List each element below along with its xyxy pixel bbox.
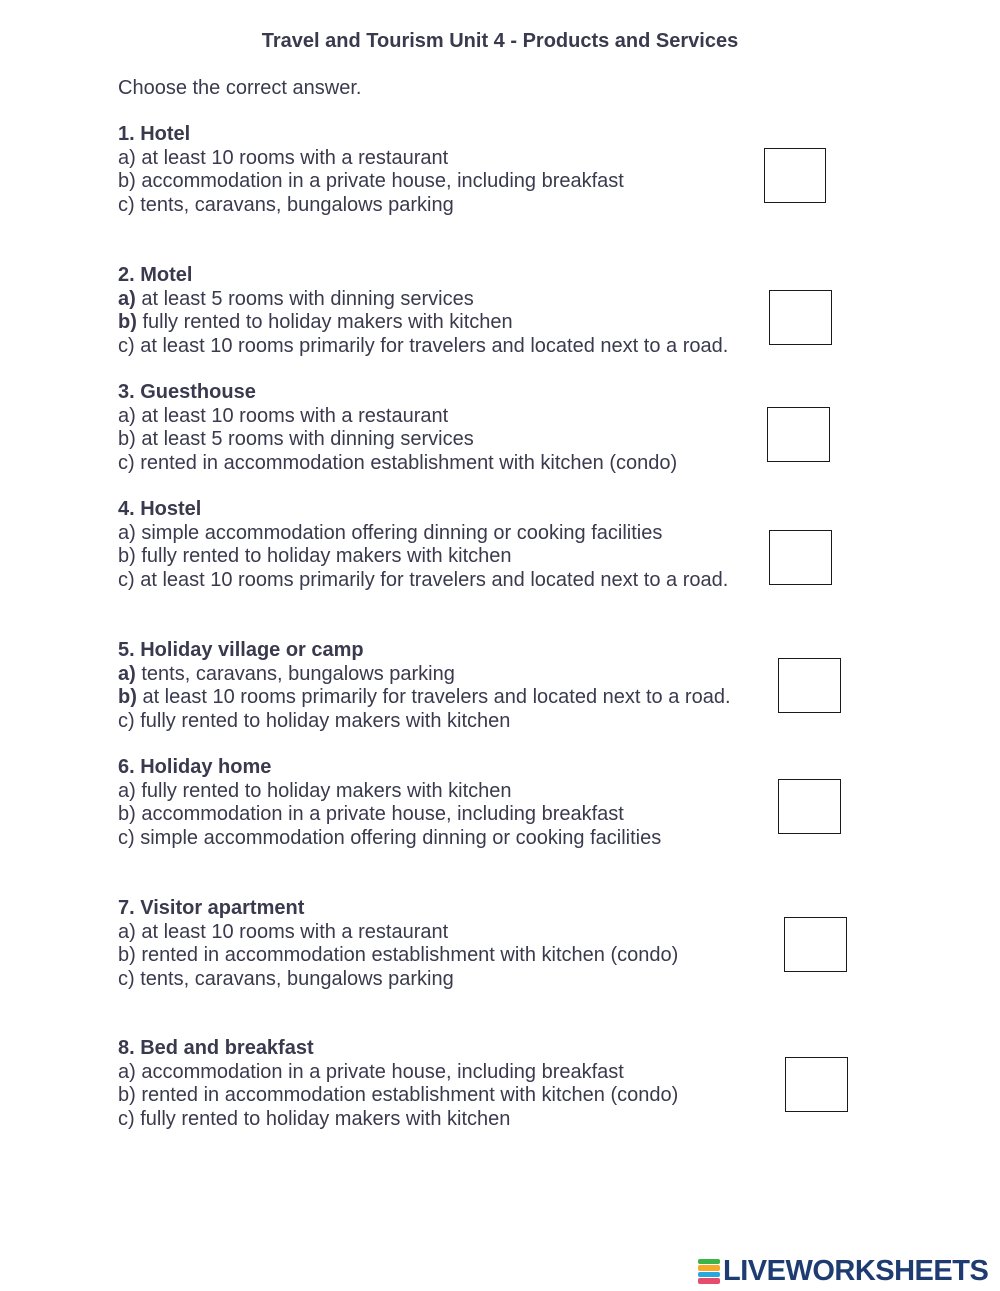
question-heading: 4. Hostel: [118, 498, 202, 520]
option-b: b) rented in accommodation establishment with kitchen (condo): [118, 944, 679, 966]
option-a: a) at least 10 rooms with a restaurant: [118, 920, 449, 943]
question-heading: 2. Motel: [118, 264, 193, 286]
answer-box-7[interactable]: [784, 917, 847, 972]
question-heading: 1. Hotel: [118, 123, 191, 145]
answer-box-4[interactable]: [769, 530, 832, 585]
option-b: b) accommodation in a private house, including breakfast: [118, 170, 624, 192]
question-heading: 5. Holiday village or camp: [118, 639, 364, 661]
option-b: b) accommodation in a private house, including breakfast: [118, 803, 624, 825]
question-heading: 3. Guesthouse: [118, 381, 256, 403]
option-c: c) at least 10 rooms primarily for travelers and located next to a road.: [118, 568, 729, 591]
question-1: [118, 123, 624, 217]
option-c: c) at least 10 rooms primarily for travelers and located next to a road.: [118, 334, 729, 357]
worksheet-title: Travel and Tourism Unit 4 - Products and Services: [261, 30, 739, 52]
option-a: a) simple accommodation offering dinning or cooking facilities: [118, 521, 663, 544]
option-a: a) at least 10 rooms with a restaurant: [118, 146, 449, 169]
question-7: [118, 897, 678, 991]
question-2: [118, 264, 728, 358]
option-a: a) at least 5 rooms with dinning services: [118, 287, 474, 310]
question-3: [118, 381, 677, 475]
logo-mark-block: [698, 1278, 720, 1284]
option-c: c) tents, caravans, bungalows parking: [118, 193, 454, 216]
option-c: c) tents, caravans, bungalows parking: [118, 967, 454, 990]
option-a: a) tents, caravans, bungalows parking: [118, 662, 455, 685]
logo-mark-icon: [698, 1258, 720, 1284]
option-a: a) fully rented to holiday makers with kitchen: [118, 779, 512, 802]
question-8: [118, 1037, 678, 1131]
question-4: [118, 498, 728, 592]
option-c: c) fully rented to holiday makers with kitchen: [118, 1107, 511, 1130]
option-b: b) fully rented to holiday makers with kitchen: [118, 311, 513, 333]
option-a: a) at least 10 rooms with a restaurant: [118, 404, 449, 427]
liveworksheets-logo: [698, 1256, 988, 1286]
answer-box-2[interactable]: [769, 290, 832, 345]
answer-box-8[interactable]: [785, 1057, 848, 1112]
question-5: [118, 639, 731, 733]
option-c: c) fully rented to holiday makers with kitchen: [118, 709, 511, 732]
logo-mark-block: [698, 1259, 720, 1265]
option-b: b) fully rented to holiday makers with kitchen: [118, 545, 512, 567]
answer-box-3[interactable]: [767, 407, 830, 462]
answer-box-6[interactable]: [778, 779, 841, 834]
question-heading: 7. Visitor apartment: [118, 897, 305, 919]
logo-mark-block: [698, 1265, 720, 1271]
option-b: b) at least 5 rooms with dinning services: [118, 428, 474, 450]
logo-mark-block: [698, 1272, 720, 1278]
question-heading: 8. Bed and breakfast: [118, 1037, 314, 1059]
answer-box-1[interactable]: [764, 148, 826, 203]
answer-box-5[interactable]: [778, 658, 841, 713]
question-6: [118, 756, 661, 850]
logo-text: LIVEWORKSHEETS: [723, 1254, 989, 1287]
option-b: b) at least 10 rooms primarily for travelers and located next to a road.: [118, 686, 731, 708]
option-c: c) rented in accommodation establishment with kitchen (condo): [118, 451, 678, 474]
question-heading: 6. Holiday home: [118, 756, 272, 778]
option-c: c) simple accommodation offering dinning or cooking facilities: [118, 826, 662, 849]
instruction-text: Choose the correct answer.: [118, 77, 362, 99]
option-a: a) accommodation in a private house, including breakfast: [118, 1060, 624, 1083]
option-b: b) rented in accommodation establishment with kitchen (condo): [118, 1084, 679, 1106]
